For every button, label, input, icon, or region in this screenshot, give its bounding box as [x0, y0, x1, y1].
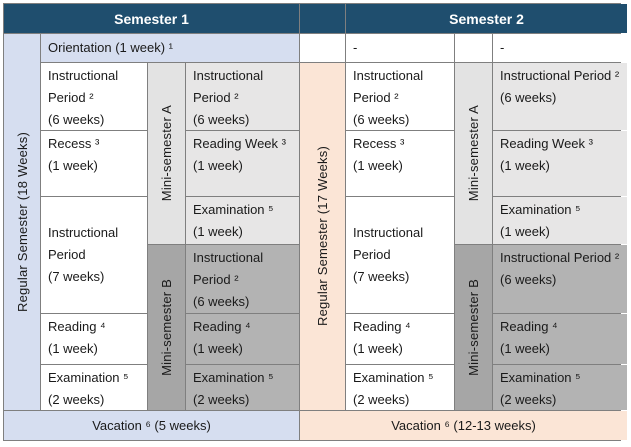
- sem1-mini-a-examination-cell: Examination ⁵ (1 week): [186, 197, 299, 244]
- regular-semester-17-weeks-label: Regular Semester (17 Weeks): [300, 63, 345, 410]
- sem2-orientation-empty-cell: [455, 34, 492, 62]
- sem1-instructional-period-2-cell: Instructional Period (7 weeks): [41, 197, 147, 313]
- sem1-instructional-period-1-cell: Instructional Period ² (6 weeks): [41, 63, 147, 130]
- regular-semester-18-weeks-label: Regular Semester (18 Weeks): [4, 34, 40, 410]
- sem2-mini-a-examination-cell: Examination ⁵ (1 week): [493, 197, 627, 244]
- sem1-reading-cell: Reading ⁴ (1 week): [41, 314, 147, 364]
- sem2-mini-b-instructional-cell: Instructional Period ² (6 weeks): [493, 245, 627, 313]
- sem1-mini-b-examination-cell: Examination ⁵ (2 weeks): [186, 365, 299, 410]
- sem1-mini-a-reading-week-cell: Reading Week ³ (1 week): [186, 131, 299, 196]
- sem1-mini-b-reading-cell: Reading ⁴ (1 week): [186, 314, 299, 364]
- sem1-vacation-cell: Vacation ⁶ (5 weeks): [4, 411, 299, 440]
- sem2-mini-a-reading-week-cell: Reading Week ³ (1 week): [493, 131, 627, 196]
- sem2-instructional-period-1-cell: Instructional Period ² (6 weeks): [346, 63, 454, 130]
- semester2-header: [346, 4, 627, 33]
- sem1-mini-b-instructional-cell: Instructional Period ² (6 weeks): [186, 245, 299, 313]
- sem2-mini-semester-a-label: Mini-semester A: [455, 63, 492, 244]
- sem2-mini-semester-b-label: Mini-semester B: [455, 245, 492, 410]
- header-middle-spacer-cell: [300, 4, 345, 33]
- sem2-recess-cell: Recess ³ (1 week): [346, 131, 454, 196]
- sem2-mini-b-examination-cell: Examination ⁵ (2 weeks): [493, 365, 627, 410]
- sem2-mini-b-reading-cell: Reading ⁴ (1 week): [493, 314, 627, 364]
- semester1-header: [4, 4, 299, 33]
- orientation-middle-empty-cell: [300, 34, 345, 62]
- sem1-orientation-cell: Orientation (1 week) ¹: [41, 34, 299, 62]
- semester2-header-label: Semester 2: [449, 10, 524, 27]
- sem1-recess-cell: Recess ³ (1 week): [41, 131, 147, 196]
- sem2-examination-cell: Examination ⁵ (2 weeks): [346, 365, 454, 410]
- academic-calendar-table: [3, 3, 621, 441]
- sem2-vacation-cell: Vacation ⁶ (12-13 weeks): [300, 411, 627, 440]
- sem2-mini-a-instructional-cell: Instructional Period ² (6 weeks): [493, 63, 627, 130]
- sem1-mini-semester-b-label: Mini-semester B: [148, 245, 185, 410]
- sem1-examination-cell: Examination ⁵ (2 weeks): [41, 365, 147, 410]
- semester1-header-label: Semester 1: [114, 10, 189, 27]
- sem1-mini-semester-a-label: Mini-semester A: [148, 63, 185, 244]
- sem2-reading-cell: Reading ⁴ (1 week): [346, 314, 454, 364]
- sem2-instructional-period-2-cell: Instructional Period (7 weeks): [346, 197, 454, 313]
- sem2-orientation-mini-cell: -: [493, 34, 627, 62]
- sem1-mini-a-instructional-cell: Instructional Period ² (6 weeks): [186, 63, 299, 130]
- sem2-orientation-main-cell: -: [346, 34, 454, 62]
